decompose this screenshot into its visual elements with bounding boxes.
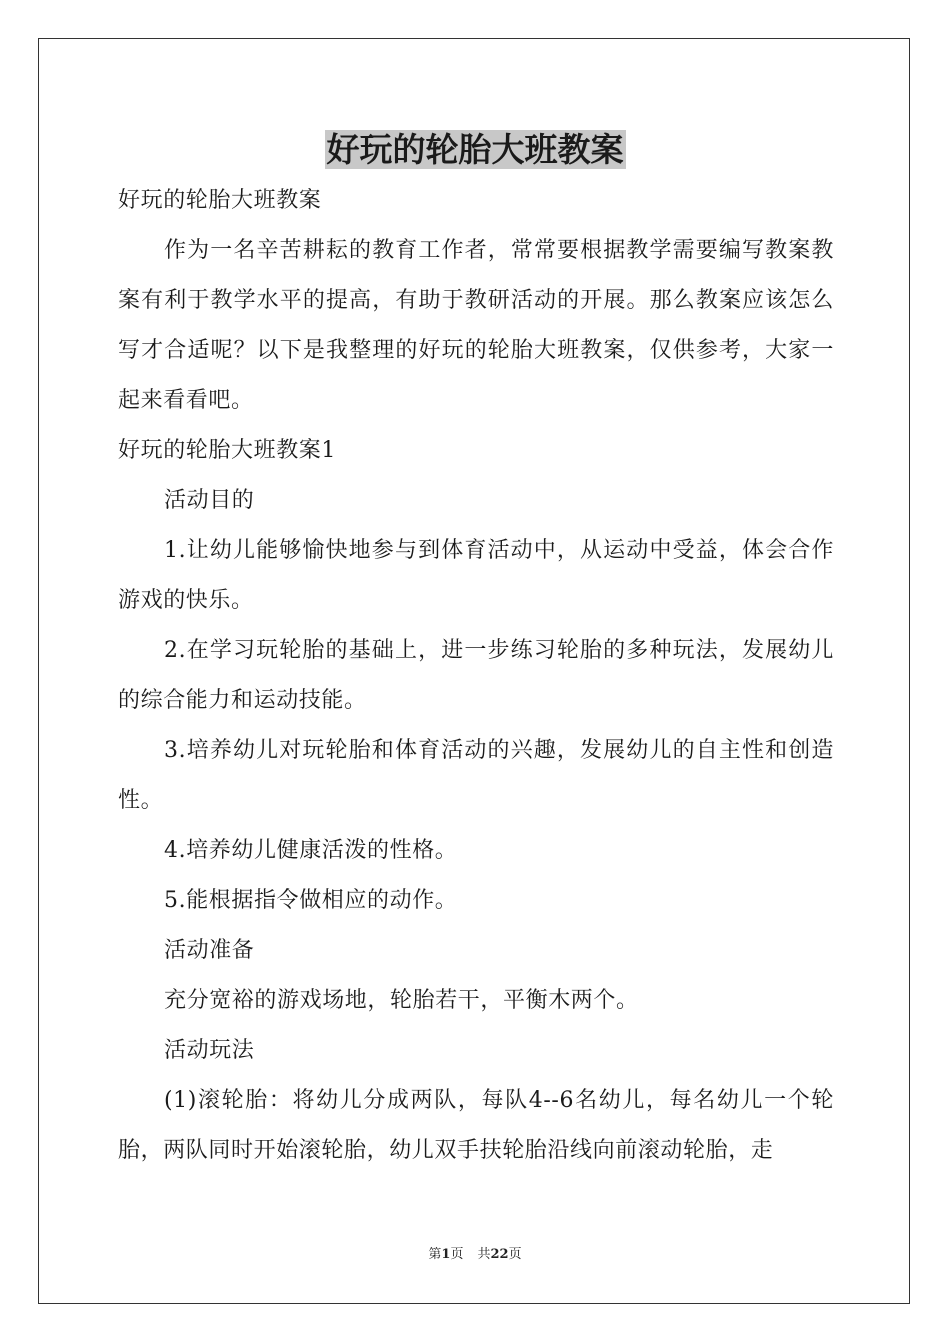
subheading: 活动准备 (164, 938, 255, 963)
paragraph: 5.能根据指令做相应的动作。 (164, 888, 458, 913)
paragraph: 4.培养幼儿健康活泼的性格。 (164, 838, 458, 863)
document-title-text: 好玩的轮胎大班教案 (326, 130, 624, 169)
document-body (118, 176, 834, 1176)
paragraph: (1)滚轮胎：将幼儿分成两队，每队4--6名幼儿，每名幼儿一个轮胎，两队同时开始滚轮胎，幼儿双手扶轮胎沿线向前滚动轮胎，走 (118, 1088, 834, 1163)
subheading: 活动玩法 (164, 1038, 255, 1063)
paragraph: 3.培养幼儿对玩轮胎和体育活动的兴趣，发展幼儿的自主性和创造性。 (118, 738, 834, 813)
subheading: 活动目的 (164, 488, 255, 513)
paragraph: 充分宽裕的游戏场地，轮胎若干，平衡木两个。 (164, 988, 639, 1013)
total-prefix: 共 (477, 1247, 491, 1262)
page-total: 22 (490, 1247, 509, 1262)
page-prefix: 第 (428, 1247, 442, 1262)
page-current: 1 (441, 1247, 451, 1262)
page-footer (0, 1246, 950, 1264)
paragraph: 1.让幼儿能够愉快地参与到体育活动中，从运动中受益，体会合作游戏的快乐。 (118, 538, 834, 613)
paragraph: 好玩的轮胎大班教案 (118, 188, 322, 213)
document-title (0, 128, 950, 172)
total-unit: 页 (508, 1247, 522, 1262)
paragraph: 作为一名辛苦耕耘的教育工作者，常常要根据教学需要编写教案教案有利于教学水平的提高，有助于教研活动的开展。那么教案应该怎么写才合适呢？以下是我整理的好玩的轮胎大班教案，仅供参考，大家一起来看看吧。 (118, 238, 834, 413)
paragraph: 2.在学习玩轮胎的基础上，进一步练习轮胎的多种玩法，发展幼儿的综合能力和运动技能。 (118, 638, 834, 713)
section-heading: 好玩的轮胎大班教案1 (118, 438, 336, 463)
page-unit: 页 (450, 1247, 464, 1262)
